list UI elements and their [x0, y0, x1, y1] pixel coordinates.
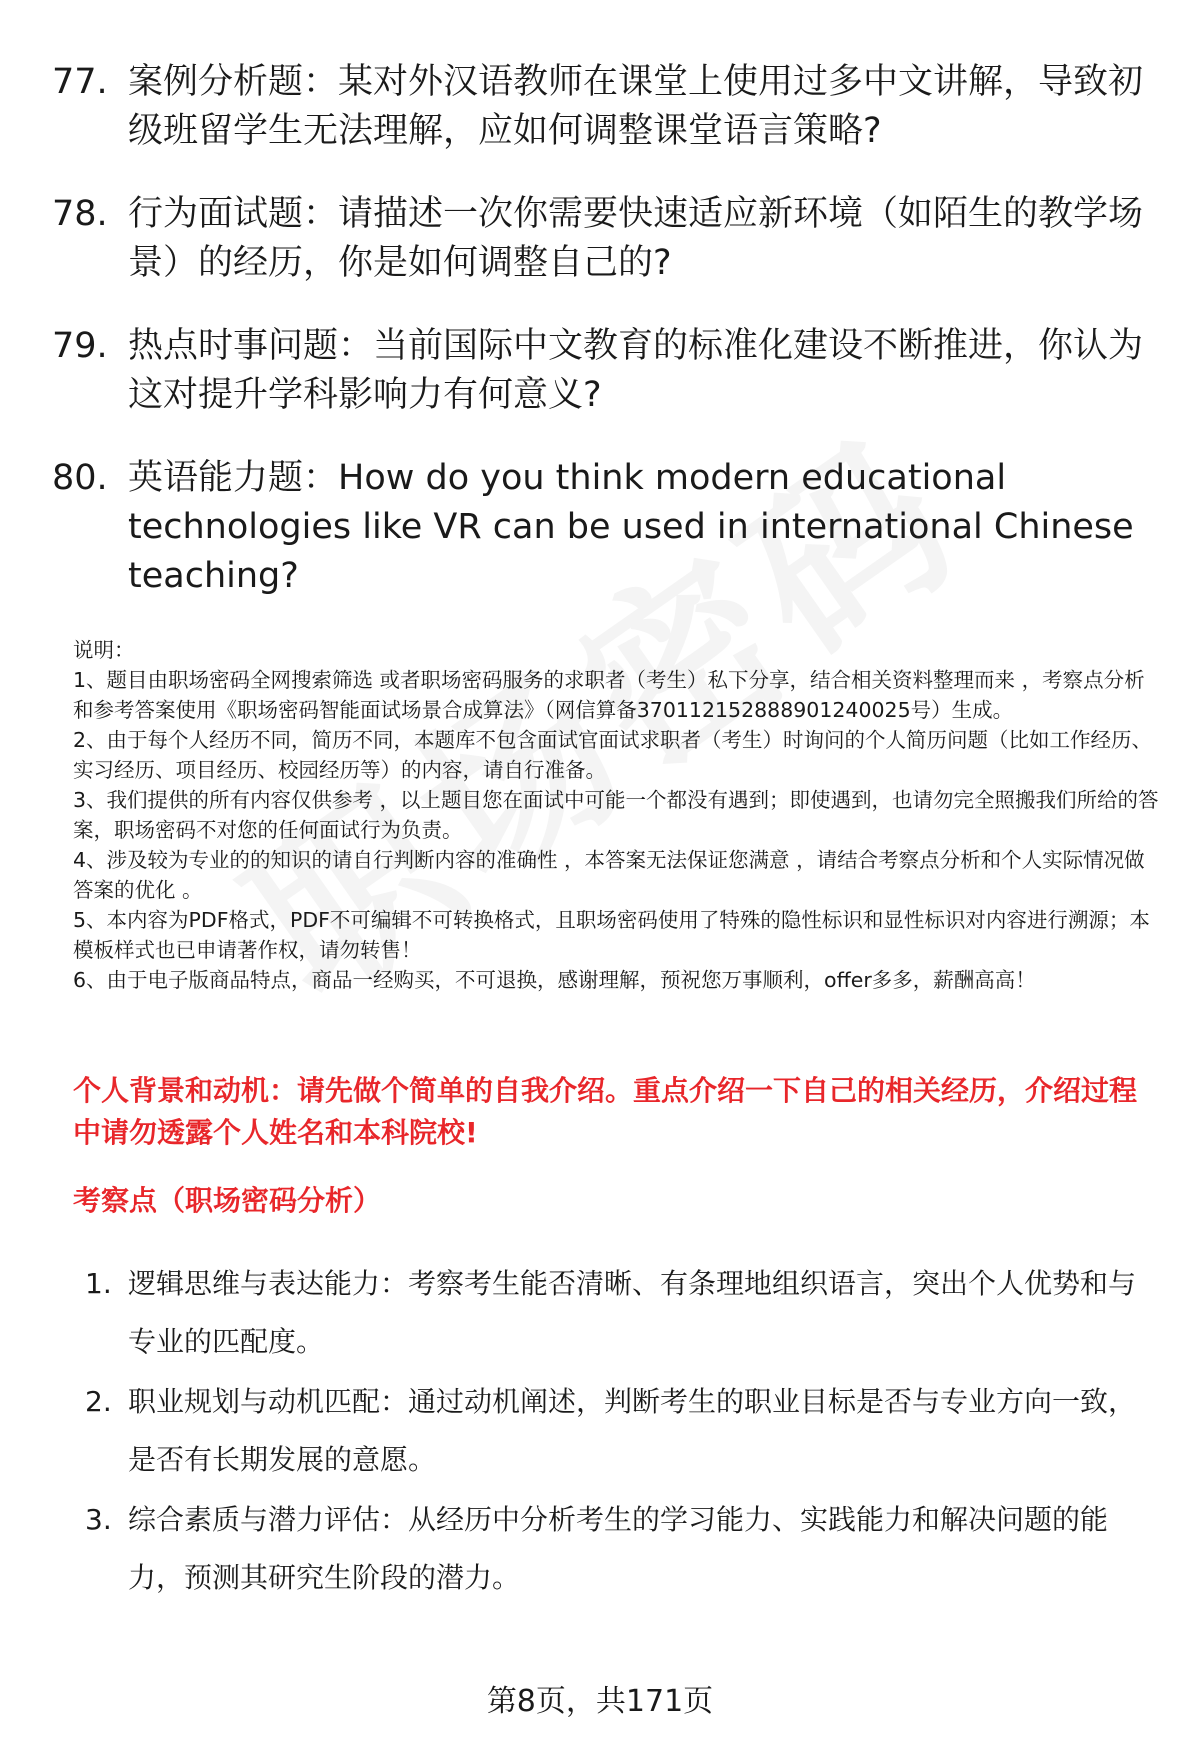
point-text: 逻辑思维与表达能力：考察考生能否清晰、有条理地组织语言，突出个人优势和与专业的匹配度。 [128, 1267, 1137, 1358]
question-number: 79. [52, 326, 108, 366]
question-item [52, 454, 1152, 601]
analysis-point [85, 1373, 1155, 1489]
question-text: 英语能力题：How do you think modern educational technologies like VR can be used in international Chinese teaching? [128, 458, 1134, 596]
question-number: 80. [52, 458, 108, 498]
question-number: 77. [52, 62, 108, 102]
question-item [52, 190, 1152, 288]
analysis-points [85, 1255, 1155, 1609]
note-item: 5、本内容为PDF格式，PDF不可编辑不可转换格式，且职场密码使用了特殊的隐性标识和显性标识对内容进行溯源；本模板样式也已申请著作权，请勿转售！ [73, 908, 1150, 962]
question-text: 案例分析题：某对外汉语教师在课堂上使用过多中文讲解，导致初级班留学生无法理解，应如何调整课堂语言策略? [128, 62, 1144, 151]
point-number: 1. [85, 1267, 112, 1300]
note-item: 4、涉及较为专业的的知识的请自行判断内容的准确性 ，本答案无法保证您满意 ，请结合考察点分析和个人实际情况做答案的优化 。 [73, 848, 1145, 902]
section-subheading: 考察点（职场密码分析） [73, 1184, 382, 1217]
note-item: 3、我们提供的所有内容仅供参考 ，以上题目您在面试中可能一个都没有遇到；即使遇到，也请勿完全照搬我们所给的答案，职场密码不对您的任何面试行为负责。 [73, 788, 1159, 842]
point-number: 2. [85, 1385, 112, 1418]
question-text: 热点时事问题：当前国际中文教育的标准化建设不断推进，你认为这对提升学科影响力有何意义? [128, 326, 1144, 415]
analysis-point [85, 1255, 1155, 1371]
notes-title: 说明： [73, 638, 135, 662]
page-number: 第8页，共171页 [486, 1684, 714, 1719]
section-heading: 个人背景和动机：请先做个简单的自我介绍。重点介绍一下自己的相关经历，介绍过程中请勿透露个人姓名和本科院校! [73, 1074, 1138, 1149]
question-list [52, 58, 1152, 635]
question-number: 78. [52, 194, 108, 234]
point-number: 3. [85, 1503, 112, 1536]
point-text: 职业规划与动机匹配：通过动机阐述，判断考生的职业目标是否与专业方向一致，是否有长期发展的意愿。 [128, 1385, 1137, 1476]
analysis-point [85, 1491, 1155, 1607]
note-item: 6、由于电子版商品特点，商品一经购买，不可退换，感谢理解，预祝您万事顺利，offer多多，薪酬高高！ [73, 968, 1036, 992]
disclaimer-notes [73, 635, 1163, 995]
note-item: 1、题目由职场密码全网搜索筛选 或者职场密码服务的求职者（考生）私下分享，结合相关资料整理而来 ，考察点分析和参考答案使用《职场密码智能面试场景合成算法》（网信算备370112152888901240025号）生成。 [73, 668, 1145, 722]
question-item [52, 58, 1152, 156]
question-text: 行为面试题：请描述一次你需要快速适应新环境（如陌生的教学场景）的经历，你是如何调整自己的? [128, 194, 1144, 283]
question-item [52, 322, 1152, 420]
note-item: 2、由于每个人经历不同，简历不同，本题库不包含面试官面试求职者（考生）时询问的个人简历问题（比如工作经历、实习经历、项目经历、校园经历等）的内容，请自行准备。 [73, 728, 1153, 782]
point-text: 综合素质与潜力评估：从经历中分析考生的学习能力、实践能力和解决问题的能力，预测其研究生阶段的潜力。 [128, 1503, 1109, 1594]
